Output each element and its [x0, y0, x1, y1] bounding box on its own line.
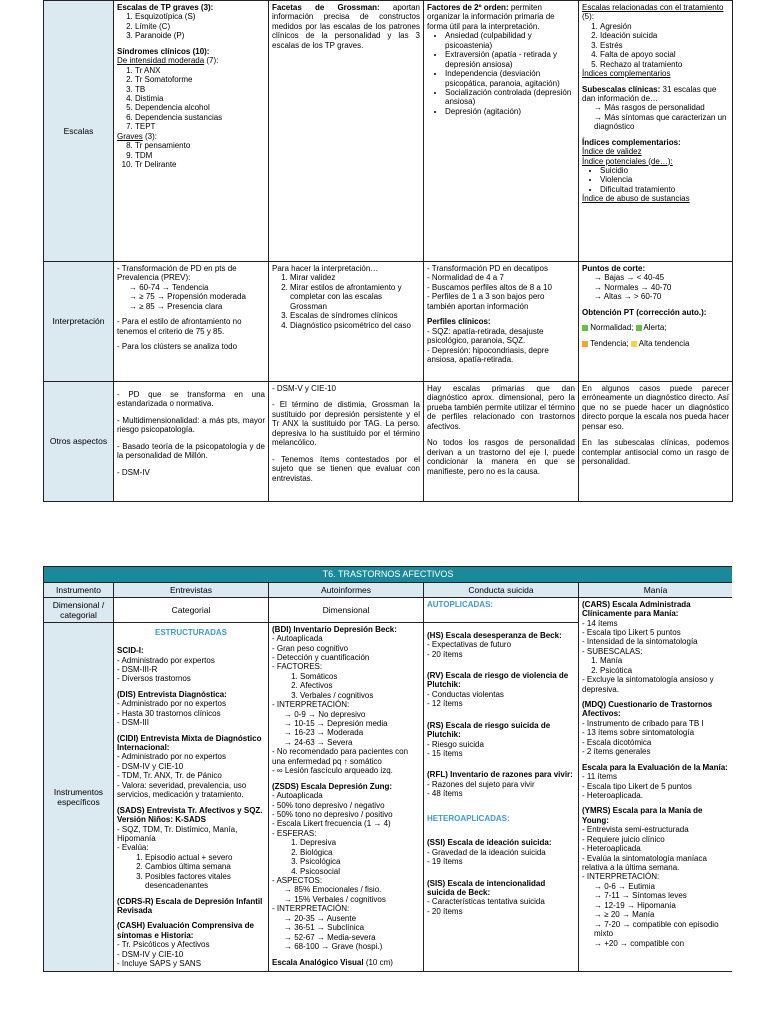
list-line: - DSM-III-R: [117, 664, 158, 674]
list-line: - Autoaplicada: [272, 791, 323, 801]
heading-zsds: (ZSDS) Escala Depresión Zung:: [272, 781, 393, 791]
list-item: 3. Escalas de síndromes clínicos: [290, 311, 420, 320]
heading-ssi: (SSI) Escala de ideación suicida:: [427, 838, 552, 848]
graves-count: (3):: [142, 131, 158, 141]
list-bdi-factores: [272, 672, 420, 700]
list-line: → 85% Emocionales / fisio.: [284, 885, 382, 895]
list-line: - Evalúa la sintomatología maníaca relativa a la última semana.: [582, 853, 707, 872]
section-autoplicadas: AUTOPLICADAS:: [427, 599, 494, 609]
list-zsds-aspectos: [272, 885, 420, 904]
moderada-count: (7):: [204, 56, 219, 66]
table-title: T6. TRASTORNOS AFECTIVOS: [44, 567, 733, 583]
list-line: → 0-6 → Eutimia: [594, 881, 655, 891]
heading-puntos-corte: Puntos de corte:: [582, 264, 646, 273]
header-mania: Manía: [579, 582, 733, 597]
section-heteroaplicadas: HETEROAPLICADAS:: [427, 813, 510, 823]
section-estructuradas: ESTRUCTURADAS: [155, 627, 227, 637]
list-item: 4. Falta de apoyo social: [600, 50, 729, 59]
heading-facetas: Facetas de Grossman:: [272, 3, 380, 12]
list-item: 4. Distimia: [135, 94, 265, 103]
list-line: - 2 ítems generales: [582, 747, 651, 757]
legend-normalidad: Normalidad;: [590, 323, 634, 333]
list-line: - DSM-III: [117, 718, 149, 728]
list-item: 3. Verbales / cognitivos: [300, 691, 420, 700]
list-moderada: [117, 66, 265, 132]
text-facetas: aportan información precisa de constructos medidos por las escalas de los patrones clínicos de la personalidad y las 3 escalas de los TP graves.: [272, 3, 421, 50]
list-item: 3. Estrés: [600, 41, 729, 50]
header-row: [44, 582, 733, 597]
list-line: - TDM, Tr. ANX, Tr. de Pánico: [117, 771, 222, 781]
row-label-escalas: Escalas: [44, 1, 114, 262]
list-ssi: [427, 848, 575, 867]
list-item: 1. Tr ANX: [135, 66, 265, 75]
list-line: → 24-63 → Severa: [284, 737, 353, 747]
heading-indices: Índices complementarios: [582, 69, 671, 79]
heading-perfiles: Perfiles clínicos:: [427, 317, 491, 327]
heading-cash: (CASH) Evaluación Comprensiva de síntomas e Historia:: [117, 921, 254, 940]
list-item: 3. Psicológica: [300, 857, 420, 866]
list-scid: [117, 656, 265, 684]
list-line: - Administrado por no expertos: [117, 699, 226, 709]
paragraph: No todos los rasgos de personalidad derivan a un trastorno del eje I, puede condicionar la manera en que se manifieste, pero no es la causa.: [427, 438, 575, 476]
list-item: 1. Depresiva: [300, 838, 420, 847]
list-line: - Transformación PD en decatipos: [427, 264, 548, 273]
list-line: → Bajas → < 40-45: [594, 273, 665, 283]
indice-validez: Índice de validez: [582, 147, 642, 157]
list-dis: [117, 699, 265, 727]
row-label-otros: Otros aspectos: [44, 382, 114, 502]
list-line: - Administrado por no expertos: [117, 752, 226, 762]
paragraph: - Basado teoría de la psicopatología y de la personalidad de Millón.: [117, 441, 265, 461]
list-graves: [117, 141, 265, 169]
cell-mania: [579, 597, 733, 971]
list-item: 3. Paranoide (P): [135, 31, 265, 40]
cell-conducta-suicida: [424, 622, 579, 971]
cell-dimensional: Dimensional: [269, 597, 424, 622]
list-line: - Heteroaplicada.: [582, 790, 643, 800]
table-tests-personalidad: [43, 0, 732, 518]
cell-autoplicadas: [424, 597, 579, 622]
table-trastornos-afectivos: [43, 566, 732, 1024]
list-line: - Evalúa:: [117, 843, 149, 853]
list-line: - Expectativas de futuro: [427, 640, 512, 650]
list-cars: [582, 619, 729, 657]
list-line: → +20 → compatible con: [594, 938, 685, 948]
text-cars-excluye: - Excluye la sintomatología ansioso y depresiva.: [582, 675, 714, 694]
list-line: - Buscamos perfiles altos de 8 a 10: [427, 282, 552, 292]
list-cash: [117, 940, 265, 968]
list-line: - 20 ítems: [427, 649, 463, 659]
list-item: 2. Mirar estilos de afrontamiento y completar con las escalas Grossman: [290, 283, 420, 311]
heading-cdrs: (CDRS-R) Escala de Depresión Infantil Revisada: [117, 896, 263, 916]
list-cidi: [117, 752, 265, 799]
list-line: - DSM-IV y CIE-10: [117, 761, 184, 771]
list-line: - 12 ítems: [427, 699, 463, 709]
list-line: - Conductas violentas: [427, 689, 504, 699]
list-line: - Normalidad de 4 a 7: [427, 273, 504, 283]
cell-entrevistas: [114, 622, 269, 971]
arrow-list: [117, 283, 265, 311]
list-ymrs-interp: [582, 882, 729, 948]
list-line: → 12-19 → Hipomanía: [594, 900, 676, 910]
paragraph: En algunos casos puede parecer erróneamente un diagnóstico directo. Así que no se puede hacer un diagnóstico directo porque la escala nos pueda hacer pensar eso.: [582, 384, 729, 431]
list-item: 9. TDM: [135, 151, 265, 160]
list-line: → 60-74 → Tendencia: [129, 282, 209, 292]
list-line: - Detección y cuantificación: [272, 652, 370, 662]
bdi-interpretacion: - INTERPRETACIÓN:: [272, 700, 350, 710]
list-line: → ≥ 20 → Manía: [594, 910, 655, 920]
list-item: 6. Dependencia sustancias: [135, 113, 265, 122]
paragraph: Hay escalas primarias que dan diagnóstico aprox. dimensional, pero la prueba también permite utilizar el término de perfiles relacionado con trastornos afectivos.: [427, 384, 575, 431]
heading-mdq: (MDQ) Cuestionario de Trastornos Afectivos:: [582, 700, 713, 719]
heading-hs: (HS) Escala desesperanza de Beck:: [427, 630, 562, 640]
list-item: • Independencia (desviación psicopática, paranoia, agitación): [445, 69, 575, 88]
heading-sindromes: Síndromes clínicos (10):: [117, 46, 210, 56]
text-subescalas: 31 escalas que dan información de…: [582, 84, 717, 103]
list-item: 4. Psicosocial: [300, 867, 420, 876]
list-item: 2. Tr Somatoforme: [135, 75, 265, 84]
green-swatch-icon: [636, 325, 642, 331]
list-bdi-interp: [272, 710, 420, 748]
list-tratamiento: [582, 22, 729, 69]
list-rfl: [427, 780, 575, 799]
row-escalas: [44, 1, 733, 262]
list-sads-evalua: [117, 853, 265, 891]
header-entrevistas: Entrevistas: [114, 582, 269, 597]
heading-evaluacion-mania: Escala para la Evaluación de la Manía:: [582, 762, 728, 772]
row-dimensional: [44, 597, 733, 622]
list-rs: [427, 740, 575, 759]
list-item: 1. Manía: [600, 656, 729, 665]
text-sqz: - SQZ: apatía-retirada, desajuste psicológico, paranoia, SQZ.: [427, 326, 544, 346]
heading-obtencion: Obtención PT (corrección auto.):: [582, 307, 707, 317]
yellow-swatch-icon: [631, 341, 637, 347]
text-afrontamiento: - Para el estilo de afrontamiento no tenemos el criterio de 75 y 85.: [117, 317, 242, 336]
cell-otros-c2: [269, 382, 424, 502]
paragraph: En las subescalas clínicas, podemos contemplar antisocial como un rasgo de personalidad.: [582, 438, 729, 467]
list-line: - Requiere juicio clínico: [582, 834, 665, 844]
list-line: - Características tentativa suicida: [427, 897, 545, 907]
list-line: - 13 ítems sobre sintomatología: [582, 728, 695, 738]
heading-cars: (CARS) Escala Administrada Clínicamente para Manía:: [582, 599, 691, 619]
heading-eav: Escala Analógico Visual: [272, 957, 364, 967]
cell-escalas-c2: [269, 1, 424, 262]
list-line: - 50% tono no depresivo / positivo: [272, 809, 393, 819]
list-puntos-corte: [582, 273, 729, 301]
row-otros: [44, 382, 733, 502]
list-line: - 20 ítems: [427, 906, 463, 916]
list-line: - No recomendado para pacientes con una enfermedad pq ↑ somático: [272, 747, 409, 766]
list-line: - Tr. Psicóticos y Afectivos: [117, 940, 210, 950]
heading-subescalas: Subescalas clínicas:: [582, 84, 661, 94]
list-line: → 36-51 → Subclínica: [284, 923, 365, 933]
text-transformacion: - Transformación de PD en pts de Prevalencia (PREV):: [117, 264, 237, 283]
heading-factores: Factores de 2º orden:: [427, 3, 509, 12]
row-label-interpretacion: Interpretación: [44, 262, 114, 382]
list-line: - Escala tipo Likert de 5 puntos: [582, 781, 692, 791]
list-line: → 10-15 → Depresión media: [284, 719, 388, 729]
row-label-instrumentos: Instrumentos específicos: [44, 622, 114, 971]
list-item: 5. Rechazo al tratamiento: [600, 60, 729, 69]
list-item: • Depresión (agitación): [445, 107, 575, 116]
legend-alta-tendencia: Alta tendencia: [638, 338, 690, 348]
list-line: - Hasta 30 trastornos clínicos: [117, 708, 221, 718]
paragraph: - DSM-V y CIE-10: [272, 384, 337, 393]
cell-interp-c2: [269, 262, 424, 382]
list-ymrs: [582, 825, 729, 882]
list-line: - Gran peso cognitivo: [272, 643, 349, 653]
list-decatipos: [427, 264, 575, 311]
list-line: - FACTORES:: [272, 662, 323, 672]
list-line: - Diversos trastornos: [117, 674, 191, 684]
list-line: - 50% tono depresivo / negativo: [272, 800, 385, 810]
list-item: • Suicidio: [600, 166, 729, 175]
list-item: 2. Límite (C): [135, 22, 265, 31]
list-line: - 15 ítems: [427, 749, 463, 759]
zsds-aspectos: - ASPECTOS:: [272, 876, 323, 886]
list-line: → 16-23 → Moderada: [284, 728, 364, 738]
cell-categorial: Categorial: [114, 597, 269, 622]
list-item: 2. Ideación suicida: [600, 31, 729, 40]
list-line: - ∞ Lesión fascículo arqueado izq.: [272, 766, 393, 776]
heading-rv: (RV) Escala de riesgo de violencia de Plutchik:: [427, 670, 569, 690]
heading-scid: SCID-I:: [117, 646, 144, 656]
list-item: 8. Tr pensamiento: [135, 141, 265, 150]
list-item: • Violencia: [600, 175, 729, 184]
list-line: - SQZ, TDM, Tr. Distímico, Manía, Hipomanía: [117, 824, 238, 843]
list-item: 7. TEPT: [135, 122, 265, 131]
list-line: → 7-20 → compatible con episodio mixto: [594, 919, 719, 939]
list-line: - Administrado por expertos: [117, 655, 215, 665]
list-line: → 52-67 → Media-severa: [284, 932, 376, 942]
list-line: - Entrevista semi-estructurada: [582, 825, 689, 835]
cell-otros-c1: [114, 382, 269, 502]
list-line: - Razones del sujeto para vivir: [427, 779, 535, 789]
legend-alerta: Alerta;: [643, 323, 667, 333]
cell-interp-c1: [114, 262, 269, 382]
list-line: - DSM-IV y CIE-10: [117, 949, 184, 959]
paragraph: - DSM-IV: [117, 467, 150, 477]
heading-dis: (DIS) Entrevista Diagnóstica:: [117, 689, 227, 699]
list-item: • Extraversión (apatía - retirada y depresión ansiosa): [445, 50, 575, 69]
list-item: 3. TB: [135, 85, 265, 94]
list-line: → 15% Verbales / cognitivos: [284, 894, 386, 904]
list-item: • Ansiedad (culpabilidad y psicoastenia): [445, 31, 575, 50]
list-line: → 0-9 → No depresivo: [284, 709, 366, 719]
subheading-moderada: De intensidad moderada: [117, 56, 205, 66]
list-factores: [427, 31, 575, 116]
list-sis: [427, 897, 575, 916]
list-line: - 19 ítems: [427, 857, 463, 867]
list-line: → Normales → 40-70: [594, 282, 672, 292]
heading-tp-graves: Escalas de TP graves (3):: [117, 3, 214, 12]
list-zsds-esferas: [272, 838, 420, 876]
list-item: 4. Diagnóstico psicométrico del caso: [290, 321, 420, 330]
list-bdi: [272, 634, 420, 672]
list-line: - Intensidad de la sintomatología: [582, 637, 698, 647]
list-tp-graves: [117, 12, 265, 40]
paragraph: - El término de distimia, Grossman la sustituido por depresión persistente y el Tr ANX la sustituido por TAG. La perso. depresiva lo ha sustituido por el término melancólico.: [272, 400, 420, 448]
list-line: - Instrumento de cribado para TB I: [582, 718, 704, 728]
list-line: - 11 ítems: [582, 772, 617, 782]
list-line: - 48 ítems: [427, 789, 463, 799]
cell-escalas-c1: [114, 1, 269, 262]
text-factores: permiten organizar la información primaria de forma útil para la interpretación.: [427, 3, 555, 31]
legend-tendencia: Tendencia;: [590, 338, 629, 348]
row-label-dimensional: Dimensional / categorial: [44, 597, 114, 622]
indice-potenciales: Índice potenciales (de…):: [582, 156, 673, 166]
tratamiento-count: (5):: [582, 12, 594, 22]
text-clusters: - Para los clústers se analiza todo: [117, 342, 238, 352]
list-line: → Altas → > 60-70: [594, 292, 662, 302]
cell-otros-c4: [579, 382, 733, 502]
heading-rs: (RS) Escala de riesgo suicida de Plutchik:: [427, 720, 551, 740]
list-item: 1. Esquizotípica (S): [135, 12, 265, 21]
list-line: - SUBESCALAS:: [582, 646, 643, 656]
list-line: - Incluye SAPS y SANS: [117, 959, 202, 969]
list-line: - Valora: severidad, prevalencia, uso servicios, medicación y tratamiento.: [117, 780, 247, 800]
list-line: - Autoaplicada: [272, 634, 323, 644]
list-item: 2. Biológica: [300, 848, 420, 857]
list-hs: [427, 640, 575, 659]
list-line: → ≥ 75 → Propensión moderada: [129, 292, 246, 302]
list-line: - Escala tipo Likert 5 puntos: [582, 627, 681, 637]
list-line: → ≥ 85 → Presencia clara: [129, 301, 223, 311]
heading-sads: (SADS) Entrevista Tr. Afectivos y SQZ. Versión Niños: K-SADS: [117, 805, 263, 825]
list-line: - Perfiles de 1 a 3 son bajos pero también aportan información: [427, 292, 545, 311]
list-item: • Dificultad tratamiento: [600, 185, 729, 194]
heading-ymrs: (YMRS) Escala para la Manía de Young:: [582, 806, 703, 825]
list-line: - Escala dicotómica: [582, 737, 652, 747]
list-line: → 68-100 → Grave (hospi.): [284, 942, 383, 952]
list-line: - Gravedad de la ideación suicida: [427, 847, 546, 857]
list-item: 1. Agresión: [600, 22, 729, 31]
list-sads: [117, 825, 265, 853]
paragraph: - PD que se transforma en una estandarizada o normativa.: [117, 390, 265, 409]
list-line: - 14 ítems: [582, 618, 618, 628]
arrow-item: → Más rasgos de personalidad: [594, 103, 705, 113]
heading-cidi: (CIDI) Entrevista Mixta de Diagnóstico Internacional:: [117, 733, 262, 753]
list-line: - Escala Likert frecuencia (1 → 4): [272, 819, 391, 829]
list-mdq: [582, 719, 729, 757]
list-line: - INTERPRETACIÓN:: [582, 872, 660, 882]
list-zsds: [272, 791, 420, 838]
list-zsds-interp: [272, 914, 420, 952]
header-instrumento: Instrumento: [44, 582, 114, 597]
orange-swatch-icon: [582, 341, 588, 347]
cell-escalas-c3: [424, 1, 579, 262]
text-interpretacion: Para hacer la interpretación…: [272, 264, 379, 273]
list-item: • Socialización controlada (depresión ansiosa): [445, 88, 575, 107]
row-interpretacion: [44, 262, 733, 382]
cell-interp-c3: [424, 262, 579, 382]
list-item: 2. Cambios última semana: [145, 862, 265, 871]
list-item: 2. Afectivos: [300, 681, 420, 690]
text-eav: (10 cm): [363, 957, 393, 967]
list-evaluacion-mania: [582, 772, 729, 800]
list-item: 1. Somáticos: [300, 672, 420, 681]
list-item: 1. Episodio actual + severo: [145, 853, 265, 862]
cell-escalas-c4: [579, 1, 733, 262]
paragraph: - Tenemos ítems contestados por el sujeto que se tienen que evaluar con entrevistas.: [272, 454, 420, 483]
subheading-graves: Graves: [117, 131, 143, 141]
heading-sis: (SIS) Escala de intencionalidad suicida de Beck:: [427, 878, 546, 897]
heading-tratamiento: Escalas relacionadas con el tratamiento: [582, 3, 724, 12]
cell-otros-c3: [424, 382, 579, 502]
list-line: - Riesgo suicida: [427, 739, 484, 749]
list-bdi-notes: [272, 747, 420, 775]
header-conducta-suicida: Conducta suicida: [424, 582, 579, 597]
green-swatch-icon: [582, 325, 588, 331]
list-item: 5. Dependencia alcohol: [135, 103, 265, 112]
cell-interp-c4: [579, 262, 733, 382]
arrow-item: → Más síntomas que caracterizan un diagnóstico: [594, 112, 727, 132]
list-line: - Heteroaplicada: [582, 844, 641, 854]
heading-rfl: (RFL) Inventario de razones para vivir:: [427, 770, 573, 780]
list-item: 3. Posibles factores vitales desencadenantes: [145, 872, 265, 891]
list-cars-subescalas: [582, 656, 729, 675]
list-item: 1. Mirar validez: [290, 273, 420, 282]
list-interpretacion: [272, 273, 420, 330]
header-autoinformes: Autoinformes: [269, 582, 424, 597]
list-line: - ESFERAS:: [272, 828, 317, 838]
list-line: → 7-11 → Síntomas leves: [594, 891, 687, 901]
list-line: → 20-35 → Ausente: [284, 913, 357, 923]
cell-autoinformes: [269, 622, 424, 971]
zsds-interpretacion: - INTERPRETACIÓN:: [272, 904, 350, 914]
heading-bdi: (BDI) Inventario Depresión Beck:: [272, 624, 397, 634]
list-potenciales: [582, 166, 729, 194]
list-rv: [427, 690, 575, 709]
heading-indices-comp: Índices complementarios:: [582, 137, 681, 147]
list-item: 2. Psicótica: [600, 666, 729, 675]
list-item: 10. Tr Delirante: [135, 160, 265, 169]
paragraph: - Multidimensionalidad: a más pts, mayor riesgo psicopatología.: [117, 415, 265, 435]
indice-abuso: Índice de abuso de sustancias: [582, 194, 690, 204]
text-depresion: - Depresión: hipocondriasis, depre ansiosa, apatía-retirada.: [427, 345, 549, 364]
